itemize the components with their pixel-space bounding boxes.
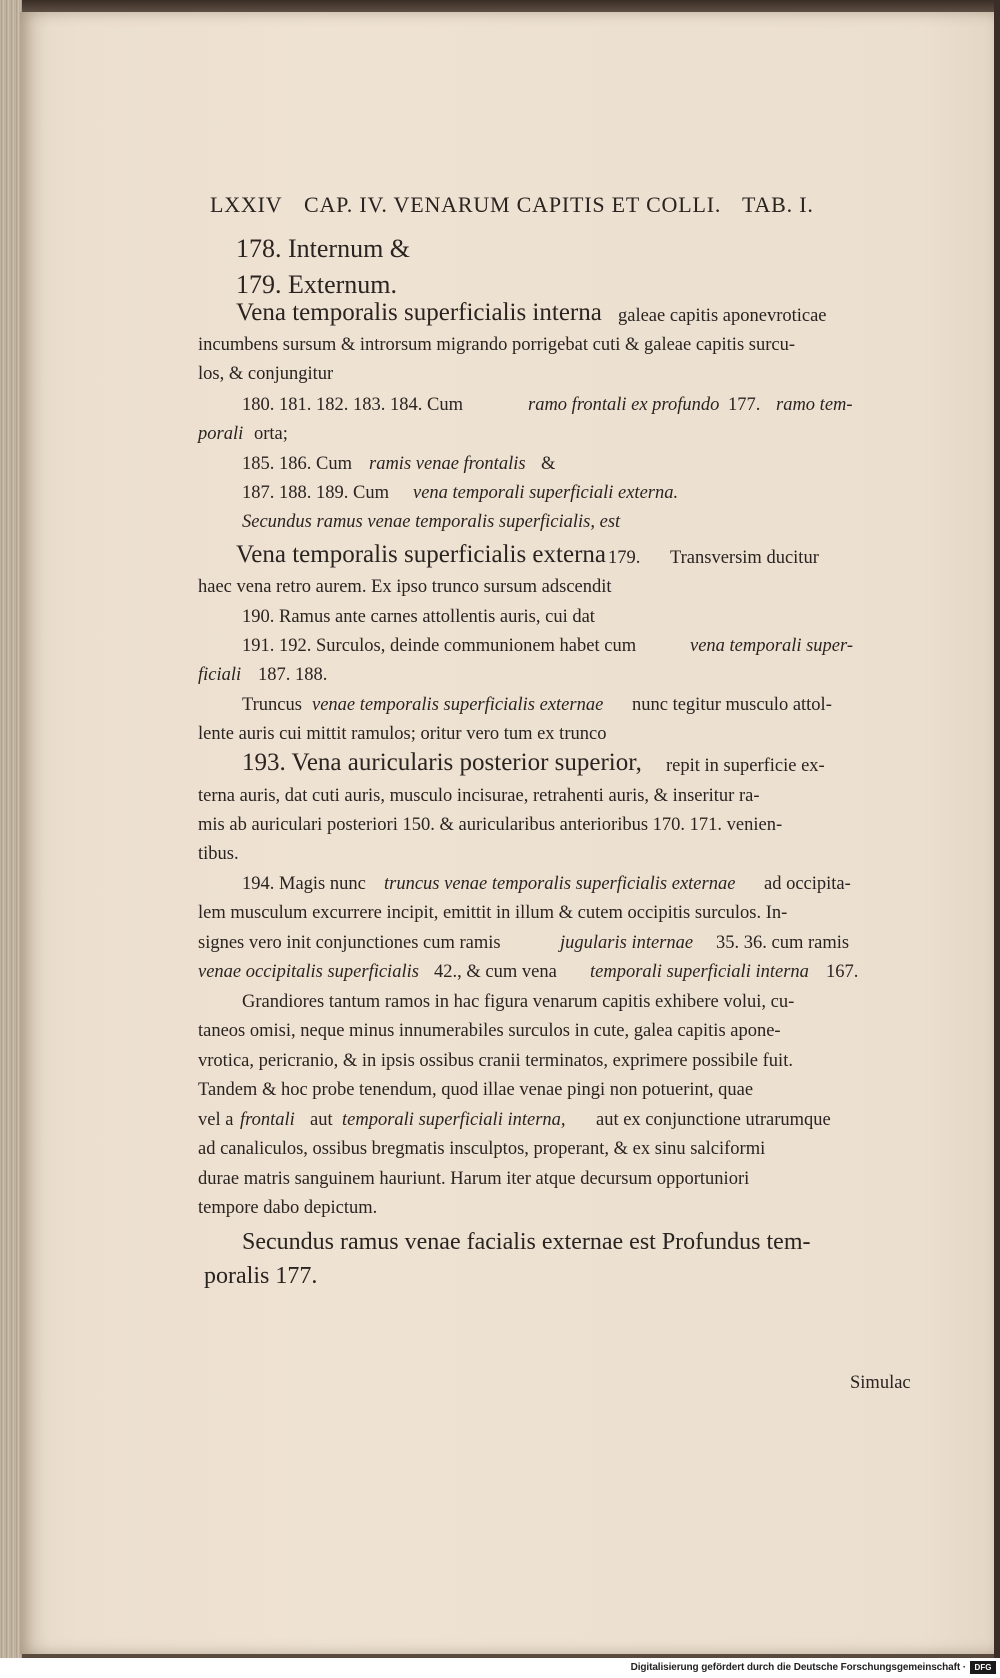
text-line: ficiali (198, 665, 242, 685)
text-line: 187. 188. 189. Cum (242, 483, 389, 503)
text-line: ad canaliculos, ossibus bregmatis insculptos, properant, & ex sinu salciformi (198, 1139, 766, 1159)
text-line: signes vero init conjunctiones cum ramis (198, 933, 501, 953)
text-line: 167. (826, 962, 859, 982)
text-line: 178. Internum & (236, 234, 411, 263)
text-line: 179. Externum. (236, 270, 398, 299)
text-line: Tandem & hoc probe tenendum, quod illae venae pingi non potuerint, quae (198, 1080, 754, 1100)
text-line: 179. (608, 548, 641, 568)
text-line: incumbens sursum & introrsum migrando porrigebat cuti & galeae capitis surcu- (198, 335, 795, 355)
text-line: repit in superficie ex- (666, 756, 825, 776)
text-line: & (541, 454, 556, 474)
text-line: Vena temporalis superficialis externa (236, 541, 606, 568)
text-line: tempore dabo depictum. (198, 1198, 378, 1218)
text-line: vena temporali superficiali externa. (413, 483, 679, 503)
text-line: aut ex conjunctione utrarumque (596, 1110, 831, 1130)
text-line: Grandiores tantum ramos in hac figura venarum capitis exhibere volui, cu- (242, 992, 795, 1012)
text-line: mis ab auriculari posteriori 150. & auricularibus anterioribus 170. 171. venien- (198, 815, 783, 835)
text-line: aut (310, 1110, 333, 1130)
text-line: venae occipitalis superficialis (198, 962, 419, 982)
dfg-logo: DFG (970, 1661, 996, 1674)
text-line: haec vena retro aurem. Ex ipso trunco sursum adscendit (198, 577, 612, 597)
header-chapter: CAP. IV. VENARUM CAPITIS ET COLLI. (304, 192, 722, 217)
text-line: Secundus ramus venae facialis externae est Profundus tem- (242, 1229, 811, 1255)
text-line: porali (198, 424, 244, 444)
text-line: vel a (198, 1110, 234, 1130)
text-line: venae temporalis superficialis externae (312, 695, 604, 715)
text-line: Truncus (242, 695, 302, 715)
text-line: ramo frontali ex profundo (528, 395, 720, 415)
text-line: temporali superficiali interna, (342, 1110, 566, 1130)
text-line: 185. 186. Cum (242, 454, 352, 474)
digitization-footer (0, 1658, 1000, 1678)
text-line: truncus venae temporalis superficialis externae (384, 874, 736, 894)
text-line: Vena temporalis superficialis interna (236, 299, 602, 326)
text-line: vena temporali super- (690, 636, 854, 656)
footer-credit: Digitalisierung gefördert durch die Deutsche Forschungsgemeinschaft · (630, 1662, 966, 1673)
text-line: 35. 36. cum ramis (716, 933, 850, 953)
book-right-edge (994, 0, 1000, 1660)
text-line: ramis venae frontalis (369, 454, 526, 474)
header-page-number: LXXIV (210, 192, 283, 217)
text-line: lem musculum excurrere incipit, emittit in illum & cutem occipitis surculos. In- (198, 903, 788, 923)
text-line: frontali (240, 1110, 295, 1130)
book-page (20, 12, 995, 1654)
text-line: ad occipita- (764, 874, 851, 894)
text-line: ramo tem- (776, 395, 853, 415)
text-line: 193. Vena auricularis posterior superior, (242, 749, 642, 776)
text-line: 180. 181. 182. 183. 184. Cum (242, 395, 463, 415)
text-line: terna auris, dat cuti auris, musculo incisurae, retrahenti auris, & inseritur ra- (198, 786, 760, 806)
text-line: lente auris cui mittit ramulos; oritur vero tum ex trunco (198, 724, 607, 744)
text-line: galeae capitis aponevroticae (618, 306, 827, 326)
text-line: Secundus ramus venae temporalis superficialis, est (242, 512, 621, 532)
text-line: 42., & cum vena (434, 962, 557, 982)
text-line: temporali superficiali interna (590, 962, 809, 982)
page-stack-edge (0, 0, 22, 1660)
text-line: nunc tegitur musculo attol- (632, 695, 832, 715)
text-line: orta; (254, 424, 288, 444)
text-line: taneos omisi, neque minus innumerabiles surculos in cute, galea capitis apone- (198, 1021, 781, 1041)
text-line: 190. Ramus ante carnes attollentis auris, cui dat (242, 607, 595, 627)
text-line: Transversim ducitur (670, 548, 819, 568)
text-line: 191. 192. Surculos, deinde communionem habet cum (242, 636, 637, 656)
header-table: TAB. I. (742, 192, 814, 217)
text-line: 187. 188. (258, 665, 328, 685)
text-line: tibus. (198, 844, 239, 864)
text-line: poralis 177. (204, 1263, 318, 1289)
text-line: 194. Magis nunc (242, 874, 366, 894)
text-line: los, & conjungitur (198, 364, 334, 384)
text-line: durae matris sanguinem hauriunt. Harum iter atque decursum opportuniori (198, 1169, 750, 1189)
catchword: Simulac (850, 1373, 911, 1393)
text-line: vrotica, pericranio, & in ipsis ossibus cranii terminatos, exprimere possibile fuit. (198, 1051, 793, 1071)
text-line: jugularis internae (560, 933, 694, 953)
text-line: 177. (728, 395, 761, 415)
